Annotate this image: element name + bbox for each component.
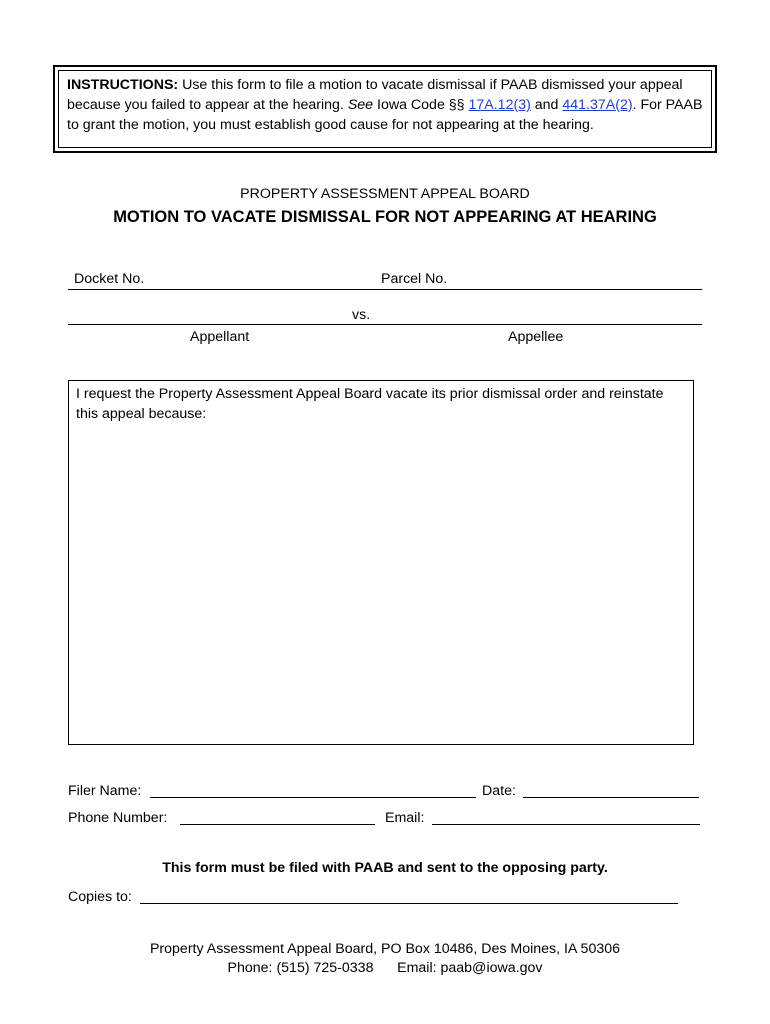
appellee-input[interactable]: [380, 307, 698, 323]
board-name: PROPERTY ASSESSMENT APPEAL BOARD: [240, 186, 530, 202]
footer-contact: [0, 960, 770, 976]
phone-underline: [180, 824, 375, 825]
instructions-see: See: [347, 97, 374, 113]
appellee-label: Appellee: [508, 329, 564, 345]
copies-underline: [140, 903, 678, 904]
reason-box: [68, 380, 694, 745]
docket-input[interactable]: [152, 272, 372, 288]
copies-input[interactable]: [140, 888, 676, 904]
phone-input[interactable]: [180, 809, 374, 825]
docket-label: Docket No.: [74, 271, 145, 287]
instructions-box: [53, 65, 717, 153]
appellant-input[interactable]: [70, 307, 340, 323]
instructions-text: [58, 70, 712, 148]
instructions-text-3: and: [530, 97, 563, 113]
parties-underline: [68, 324, 702, 325]
date-label: Date:: [482, 783, 516, 799]
parcel-underline: [378, 289, 702, 290]
footer-spacer: [373, 960, 397, 976]
email-label: Email:: [385, 810, 425, 826]
filer-name-underline: [150, 797, 476, 798]
filing-notice: This form must be filed with PAAB and sent to the opposing party.: [162, 860, 608, 876]
reason-textarea[interactable]: [76, 426, 686, 736]
docket-underline: [68, 289, 378, 290]
copies-label: Copies to:: [68, 889, 132, 905]
email-input[interactable]: [432, 809, 698, 825]
iowa-code-17a-link[interactable]: 17A.12(3): [468, 97, 531, 113]
form-title: MOTION TO VACATE DISMISSAL FOR NOT APPEARING AT HEARING: [113, 208, 657, 226]
instructions-text-4: . For PAAB to grant the motion, you must establish good cause for not appearing at the hearing.: [67, 97, 703, 133]
vs-label: vs.: [352, 307, 371, 323]
appellant-label: Appellant: [190, 329, 250, 345]
instructions-text-1: Use this form to file a motion to vacate dismissal if PAAB dismissed your appeal because you failed to appear at the hearing.: [67, 77, 683, 113]
filer-name-input[interactable]: [150, 782, 475, 798]
instructions-text-2: Iowa Code §§: [373, 97, 469, 113]
footer-phone: Phone: (515) 725-0338: [227, 960, 374, 976]
reason-statement: I request the Property Assessment Appeal Board vacate its prior dismissal order and reinstate this appeal because:: [76, 386, 664, 422]
iowa-code-441-link[interactable]: 441.37A(2): [562, 97, 633, 113]
parcel-label: Parcel No.: [381, 271, 448, 287]
filer-name-label: Filer Name:: [68, 783, 142, 799]
footer-email: Email: paab@iowa.gov: [397, 960, 543, 976]
date-input[interactable]: [523, 782, 698, 798]
phone-label: Phone Number:: [68, 810, 168, 826]
parcel-input[interactable]: [456, 272, 696, 288]
footer-address: Property Assessment Appeal Board, PO Box 10486, Des Moines, IA 50306: [149, 941, 621, 957]
instructions-label: INSTRUCTIONS:: [67, 77, 179, 93]
date-underline: [523, 797, 699, 798]
email-underline: [432, 824, 700, 825]
